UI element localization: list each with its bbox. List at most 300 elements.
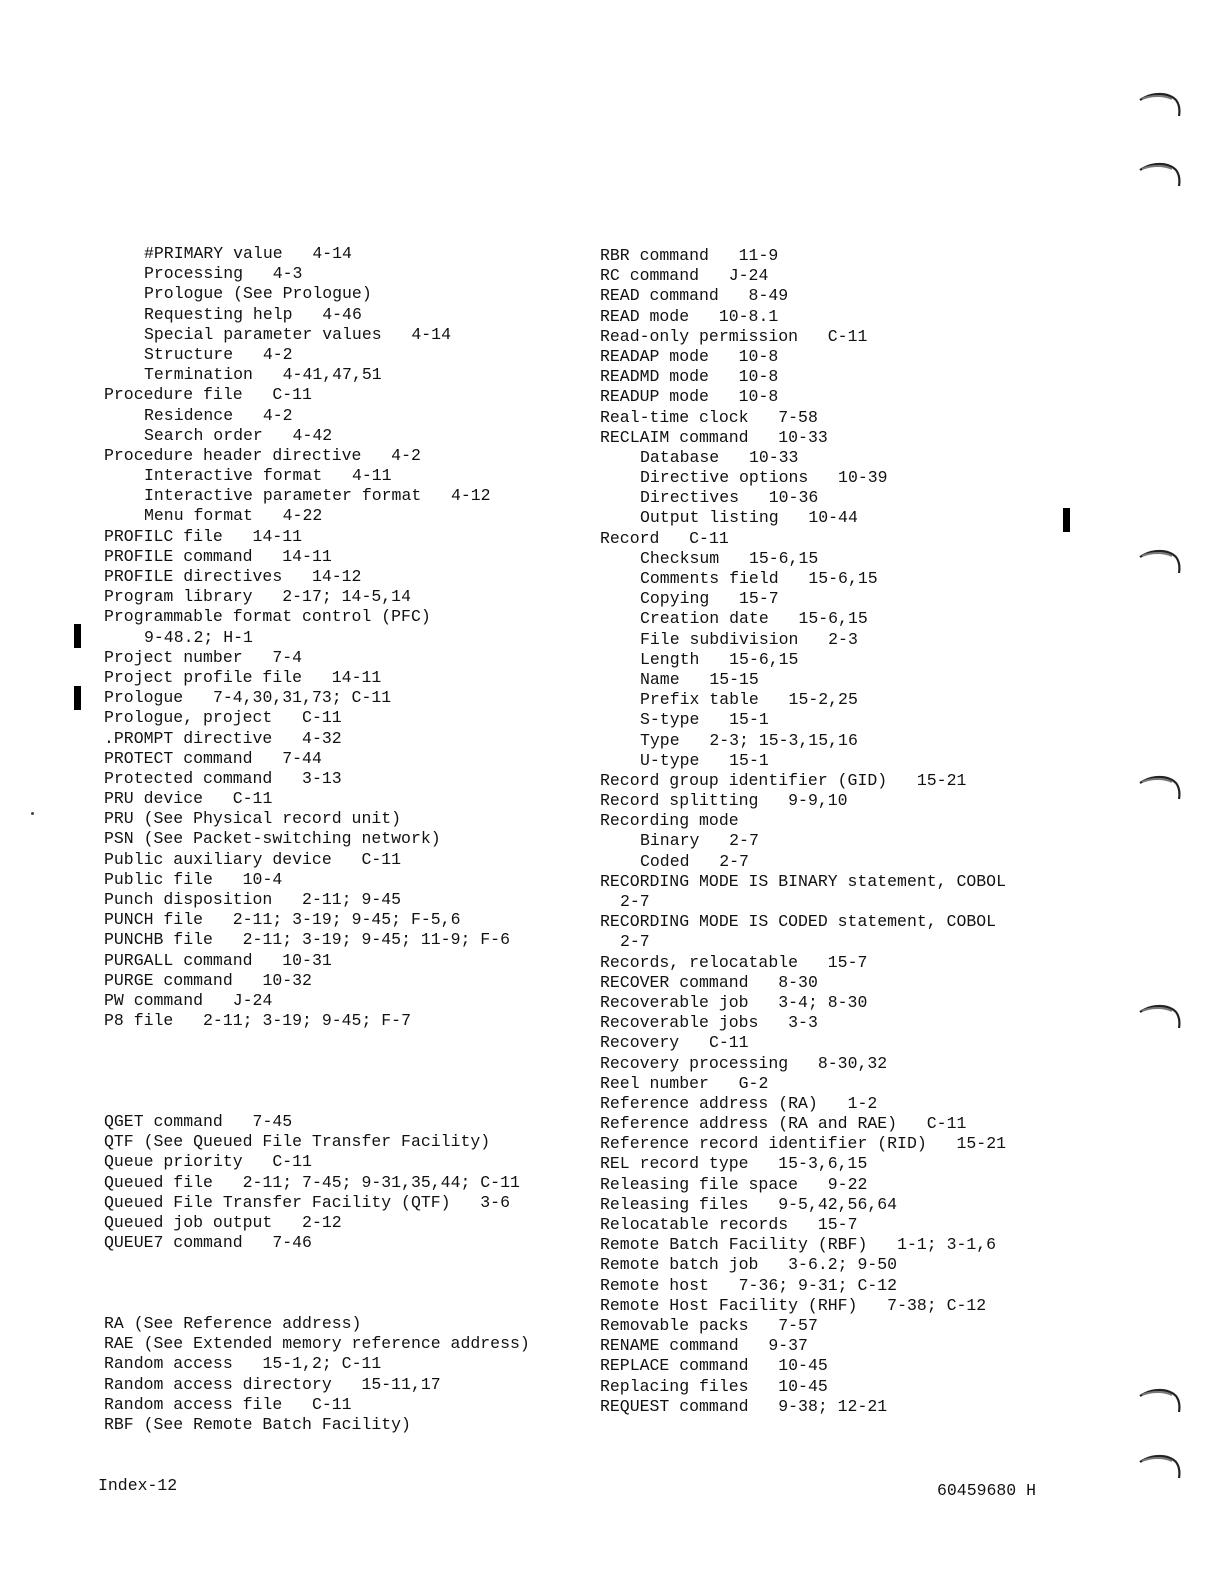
index-term: Output listing — [640, 508, 779, 528]
index-entry — [600, 953, 1006, 973]
index-term: QUEUE7 command — [104, 1233, 243, 1253]
index-entry — [600, 589, 1006, 609]
index-entry — [600, 751, 1006, 771]
page-reference: 9-38; 12-21 — [778, 1396, 888, 1416]
index-entry — [104, 749, 530, 769]
index-entry — [600, 508, 1006, 528]
page-reference: 10-8.1 — [718, 306, 779, 326]
page-reference: C-11 — [302, 708, 342, 728]
index-entry — [104, 809, 530, 829]
index-term: Project number — [104, 647, 243, 667]
scan-speck — [31, 812, 34, 815]
index-entry — [600, 1114, 1006, 1134]
index-term: READUP mode — [600, 387, 709, 407]
index-entry — [600, 1316, 1006, 1336]
page-reference: 15-7 — [817, 1215, 858, 1234]
page-reference: 14-11 — [331, 667, 382, 687]
page-reference: 15-15 — [709, 669, 759, 689]
index-entry — [600, 1397, 1006, 1417]
page-reference: 2-7 — [729, 831, 759, 851]
index-term: Real-time clock — [600, 407, 749, 427]
index-term: Remote Batch Facility (RBF) — [600, 1235, 868, 1255]
index-term: 2-7 — [620, 892, 650, 911]
page-reference: 8-30 — [778, 972, 818, 992]
index-entry — [104, 587, 530, 607]
binder-hole-mark — [1138, 88, 1182, 118]
index-term: PURGALL command — [104, 950, 253, 970]
index-term: Recoverable jobs — [600, 1013, 759, 1033]
index-term: Recoverable job — [600, 992, 749, 1012]
blank-line — [104, 1294, 530, 1314]
page-number: Index-12 — [98, 1476, 178, 1495]
index-entry — [104, 406, 530, 426]
index-entry — [600, 1033, 1006, 1053]
page-reference: 15-21 — [956, 1134, 1006, 1154]
index-entry — [104, 244, 530, 264]
index-entry — [600, 1377, 1006, 1397]
page-reference: 4-2 — [262, 405, 293, 425]
index-term: S-type — [640, 710, 700, 730]
index-term: Directives — [640, 488, 740, 508]
index-entry — [600, 1356, 1006, 1376]
index-entry — [104, 829, 530, 849]
index-entry — [600, 630, 1006, 650]
index-term: Residence — [144, 405, 234, 425]
index-term: READ mode — [600, 306, 690, 326]
page-reference: 2-17; 14-5,14 — [282, 587, 411, 607]
page-reference: 14-11 — [252, 526, 303, 546]
index-entry — [104, 850, 530, 870]
index-term: Replacing files — [600, 1376, 749, 1396]
index-term: Interactive format — [144, 466, 323, 486]
index-entry — [600, 670, 1006, 690]
index-entry — [104, 607, 530, 627]
index-entry — [104, 628, 530, 648]
index-entry — [104, 729, 530, 749]
index-term: .PROMPT directive — [104, 728, 273, 748]
index-term: Recording mode — [600, 811, 739, 831]
index-entry — [104, 1334, 530, 1354]
index-term: Read-only permission — [600, 326, 799, 346]
page-reference: 3-3 — [788, 1013, 818, 1033]
page-reference: 15-7 — [739, 589, 779, 609]
index-entry — [104, 284, 530, 304]
index-term: RECLAIM command — [600, 427, 749, 447]
index-entry — [104, 1132, 530, 1152]
index-entry — [600, 650, 1006, 670]
index-entry — [600, 1134, 1006, 1154]
index-entry — [600, 1074, 1006, 1094]
index-entry — [600, 811, 1006, 831]
page-reference: 3-6.2; 9-50 — [788, 1255, 898, 1275]
index-entry — [104, 688, 530, 708]
index-term: Records, relocatable — [600, 952, 799, 972]
page-reference: C-11 — [689, 528, 729, 548]
index-entry — [600, 286, 1006, 306]
index-entry — [104, 708, 530, 728]
index-entry — [104, 930, 530, 950]
page-reference: 15-1,2; C-11 — [262, 1354, 382, 1374]
page-reference: 2-12 — [302, 1213, 342, 1232]
index-column-left — [104, 244, 530, 1435]
index-term: Relocatable records — [600, 1215, 789, 1234]
index-entry — [600, 831, 1006, 851]
page-reference: 15-6,15 — [808, 569, 878, 588]
index-term: RBR command — [600, 246, 709, 265]
index-entry — [104, 547, 530, 567]
index-term: Record — [600, 528, 660, 548]
index-term: Recovery processing — [600, 1053, 789, 1073]
index-term: Search order — [144, 425, 263, 445]
index-term: PROFILC file — [104, 526, 223, 546]
index-term: Comments field — [640, 569, 779, 588]
page-reference: 10-8 — [738, 346, 779, 366]
index-entry — [600, 367, 1006, 387]
page-reference: 7-4 — [272, 647, 303, 667]
page-reference: 4-22 — [282, 506, 323, 526]
page-reference: J-24 — [232, 990, 273, 1010]
page-reference: 8-30,32 — [817, 1053, 888, 1073]
index-term: Checksum — [640, 548, 720, 568]
index-entry — [600, 307, 1006, 327]
index-term: Prologue — [104, 688, 184, 708]
index-term: P8 file — [104, 1011, 174, 1031]
page-reference: 4-12 — [450, 486, 491, 506]
binder-hole-mark — [1138, 545, 1182, 575]
index-entry — [104, 1173, 530, 1193]
binder-hole-mark — [1138, 771, 1182, 801]
page-reference: 8-49 — [748, 286, 789, 306]
blank-line — [104, 1052, 530, 1072]
page-reference: 3-13 — [302, 768, 342, 788]
page-reference: 4-42 — [292, 425, 333, 445]
page-reference: 7-45 — [252, 1112, 293, 1132]
index-entry — [104, 365, 530, 385]
page-reference: 7-46 — [272, 1233, 312, 1253]
index-entry — [600, 549, 1006, 569]
index-term: Prefix table — [640, 690, 759, 710]
binder-hole-mark — [1138, 1450, 1182, 1480]
document-number: 60459680 H — [937, 1481, 1037, 1500]
index-term: Record splitting — [600, 791, 759, 811]
page-reference: 4-2 — [262, 344, 293, 364]
index-entry — [600, 1154, 1006, 1174]
index-term: Remote host — [600, 1275, 709, 1295]
page-reference: 4-41,47,51 — [282, 365, 382, 385]
index-entry — [600, 1215, 1006, 1235]
index-entry — [104, 446, 530, 466]
index-term: Queue priority — [104, 1152, 243, 1172]
index-entry — [600, 529, 1006, 549]
index-entry — [600, 1013, 1006, 1033]
page-reference: 10-45 — [778, 1376, 828, 1396]
index-entry — [600, 1195, 1006, 1215]
page-reference: 4-46 — [322, 304, 362, 324]
index-term: Creation date — [640, 609, 769, 629]
page-reference: 10-4 — [242, 869, 283, 889]
page-reference: 1-2 — [847, 1093, 878, 1113]
index-term: Termination — [144, 365, 253, 385]
index-term: QTF (See Queued File Transfer Facility) — [104, 1132, 491, 1152]
page-reference: 15-2,25 — [788, 690, 858, 710]
page-reference: 2-11; 3-19; 9-45; F-5,6 — [232, 910, 461, 930]
index-term: Record group identifier (GID) — [600, 770, 888, 790]
index-term: PRU device — [104, 789, 204, 809]
index-term: RECORDING MODE IS BINARY statement, COBOL — [600, 871, 1006, 891]
index-term: Name — [640, 669, 680, 689]
index-term: Structure — [144, 344, 234, 364]
index-entry — [104, 1213, 530, 1233]
index-entry — [600, 488, 1006, 508]
page-reference: 2-11; 7-45; 9-31,35,44; C-11 — [242, 1172, 520, 1192]
index-term: PURGE command — [104, 970, 233, 990]
index-term: Requesting help — [144, 304, 293, 324]
page-reference: 10-32 — [262, 970, 312, 990]
index-term: Removable packs — [600, 1315, 749, 1335]
index-term: REPLACE command — [600, 1356, 749, 1376]
index-term: Interactive parameter format — [144, 486, 422, 506]
index-entry — [104, 769, 530, 789]
index-entry — [600, 609, 1006, 629]
page-reference: 4-11 — [351, 466, 392, 486]
index-entry — [600, 327, 1006, 347]
index-entry — [600, 993, 1006, 1013]
page-reference: 10-44 — [808, 508, 858, 528]
page-reference: 15-21 — [916, 770, 967, 790]
index-term: REL record type — [600, 1154, 749, 1174]
index-entry — [600, 771, 1006, 791]
page-reference: 9-37 — [768, 1336, 808, 1356]
binder-hole-mark — [1138, 1384, 1182, 1414]
index-entry — [104, 870, 530, 890]
index-term: Remote batch job — [600, 1255, 759, 1275]
page-reference: 2-7 — [719, 851, 749, 871]
index-entry — [104, 1395, 530, 1415]
page-reference: 10-36 — [768, 488, 819, 508]
index-entry — [104, 1375, 530, 1395]
index-entry — [104, 1354, 530, 1374]
index-entry — [104, 325, 530, 345]
page-reference: G-2 — [738, 1073, 769, 1093]
change-bar — [1063, 508, 1070, 532]
index-entry — [104, 305, 530, 325]
index-entry — [104, 890, 530, 910]
index-term: Directive options — [640, 468, 809, 488]
index-term: RBF (See Remote Batch Facility) — [104, 1414, 411, 1434]
page-reference: 4-3 — [272, 264, 303, 284]
index-entry — [600, 1175, 1006, 1195]
blank-line — [104, 1274, 530, 1294]
page-reference: C-11 — [272, 1152, 312, 1172]
index-entry — [600, 1296, 1006, 1316]
index-entry — [600, 387, 1006, 407]
index-term: Recovery — [600, 1033, 680, 1053]
page-reference: C-11 — [272, 385, 312, 405]
index-entry — [600, 1336, 1006, 1356]
page-reference: 11-9 — [738, 246, 779, 265]
index-entry — [600, 266, 1006, 286]
page-reference: 10-31 — [282, 950, 332, 970]
index-term: Punch disposition — [104, 890, 273, 909]
index-term: Special parameter values — [144, 324, 382, 344]
index-term: PUNCH file — [104, 910, 204, 930]
index-term: 9-48.2; H-1 — [144, 627, 253, 647]
index-term: PROFILE directives — [104, 567, 283, 586]
page-reference: C-11 — [361, 849, 402, 869]
page-reference: 9-9,10 — [788, 791, 848, 811]
page-reference: 4-2 — [391, 445, 421, 465]
page-reference: 4-14 — [411, 324, 451, 344]
page-reference: 2-11; 3-19; 9-45; 11-9; F-6 — [242, 930, 510, 950]
index-entry — [104, 466, 530, 486]
index-term: RECORDING MODE IS CODED statement, COBOL — [600, 912, 997, 932]
index-term: RENAME command — [600, 1336, 739, 1356]
index-term: PROFILE command — [104, 546, 253, 566]
index-entry — [600, 731, 1006, 751]
index-entry — [600, 448, 1006, 468]
index-term: Copying — [640, 589, 710, 609]
page-reference: 2-3; 15-3,15,16 — [709, 730, 858, 750]
page-reference: 15-7 — [827, 952, 868, 972]
index-entry — [104, 789, 530, 809]
page-reference: 10-33 — [778, 427, 828, 447]
index-term: Queued file — [104, 1172, 213, 1192]
index-entry — [104, 910, 530, 930]
index-entry — [600, 347, 1006, 367]
index-term: READAP mode — [600, 346, 709, 366]
index-entry — [104, 951, 530, 971]
index-entry — [600, 569, 1006, 589]
index-term: Programmable format control (PFC) — [104, 607, 431, 627]
page-reference: 9-22 — [827, 1174, 868, 1194]
index-term: Procedure file — [104, 385, 243, 405]
page-reference: 2-11; 3-19; 9-45; F-7 — [203, 1011, 411, 1031]
page-reference: 7-4,30,31,73; C-11 — [212, 688, 392, 708]
page-reference: 10-39 — [838, 468, 888, 488]
page-reference: 2-11; 9-45 — [302, 890, 402, 909]
binder-hole-mark — [1138, 158, 1182, 188]
index-term: Random access directory — [104, 1374, 332, 1394]
index-entry — [104, 1314, 530, 1334]
index-term: REQUEST command — [600, 1396, 749, 1416]
index-entry — [104, 1415, 530, 1435]
index-entry — [104, 567, 530, 587]
index-term: Random access file — [104, 1394, 283, 1414]
index-term: File subdivision — [640, 629, 799, 649]
page-reference: 3-6 — [480, 1192, 510, 1212]
index-entry — [600, 690, 1006, 710]
index-term: RC command — [600, 266, 700, 286]
index-entry — [104, 345, 530, 365]
index-entry — [104, 1011, 530, 1031]
index-term: U-type — [640, 750, 700, 770]
page-reference: C-11 — [926, 1114, 967, 1134]
index-entry — [600, 428, 1006, 448]
page-reference: C-11 — [708, 1033, 749, 1053]
page-reference: 10-8 — [738, 367, 779, 387]
page-reference: 10-45 — [778, 1356, 828, 1376]
index-term: Queued job output — [104, 1213, 273, 1232]
blank-line — [104, 1092, 530, 1112]
index-term: READMD mode — [600, 367, 709, 387]
index-entry — [600, 1235, 1006, 1255]
index-entry — [600, 892, 1006, 912]
index-term: RAE (See Extended memory reference address) — [104, 1334, 530, 1354]
index-term: Procedure header directive — [104, 445, 362, 465]
index-entry — [600, 973, 1006, 993]
page-reference: 7-57 — [778, 1315, 818, 1335]
index-entry — [600, 791, 1006, 811]
index-entry — [104, 264, 530, 284]
page-reference: 10-33 — [748, 447, 799, 467]
index-entry — [104, 971, 530, 991]
index-term: PW command — [104, 990, 204, 1010]
index-term: Random access — [104, 1354, 233, 1374]
page-reference: 2-3 — [828, 629, 858, 649]
page-reference: 4-32 — [302, 728, 342, 748]
index-entry — [104, 506, 530, 526]
binder-hole-mark — [1138, 1000, 1182, 1030]
index-entry — [104, 1112, 530, 1132]
index-term: Public file — [104, 869, 213, 889]
page-reference: 7-36; 9-31; C-12 — [738, 1275, 898, 1295]
index-term: Coded — [640, 851, 690, 871]
page-reference: 7-44 — [282, 748, 322, 768]
index-entry — [104, 426, 530, 446]
index-entry — [104, 527, 530, 547]
index-term: READ command — [600, 286, 719, 306]
page-reference: 15-1 — [729, 710, 769, 730]
index-term: PSN (See Packet-switching network) — [104, 829, 441, 849]
change-bar — [74, 686, 81, 710]
page-reference: 1-1; 3-1,6 — [897, 1235, 997, 1255]
index-entry — [600, 1094, 1006, 1114]
index-entry — [104, 668, 530, 688]
index-entry — [104, 1233, 530, 1253]
index-term: Releasing files — [600, 1194, 749, 1214]
page-reference: 7-38; C-12 — [887, 1295, 987, 1315]
index-entry — [104, 991, 530, 1011]
index-term: Processing — [144, 264, 244, 284]
index-entry — [104, 1193, 530, 1213]
index-term: Protected command — [104, 768, 273, 788]
page-reference: C-11 — [232, 789, 273, 809]
index-entry — [600, 932, 1006, 952]
index-term: Prologue (See Prologue) — [144, 284, 372, 304]
index-term: Project profile file — [104, 667, 303, 687]
blank-line — [104, 1031, 530, 1051]
index-term: Database — [640, 447, 720, 467]
index-entry — [104, 1152, 530, 1172]
page-reference: 3-4; 8-30 — [778, 992, 868, 1012]
index-entry — [600, 1255, 1006, 1275]
page-reference: 14-12 — [311, 567, 362, 586]
page-reference: J-24 — [728, 266, 769, 286]
index-entry — [104, 385, 530, 405]
index-term: Reference record identifier (RID) — [600, 1134, 927, 1154]
index-entry — [104, 486, 530, 506]
page-reference: 4-14 — [312, 244, 352, 263]
index-term: QGET command — [104, 1112, 223, 1132]
index-term: Reference address (RA) — [600, 1093, 818, 1113]
index-entry — [600, 1276, 1006, 1296]
index-entry — [600, 1054, 1006, 1074]
page-reference: 15-1 — [729, 750, 769, 770]
index-term: Public auxiliary device — [104, 849, 332, 869]
index-term: Releasing file space — [600, 1174, 799, 1194]
index-entry — [600, 912, 1006, 932]
page-reference: 15-6,15 — [729, 649, 799, 669]
